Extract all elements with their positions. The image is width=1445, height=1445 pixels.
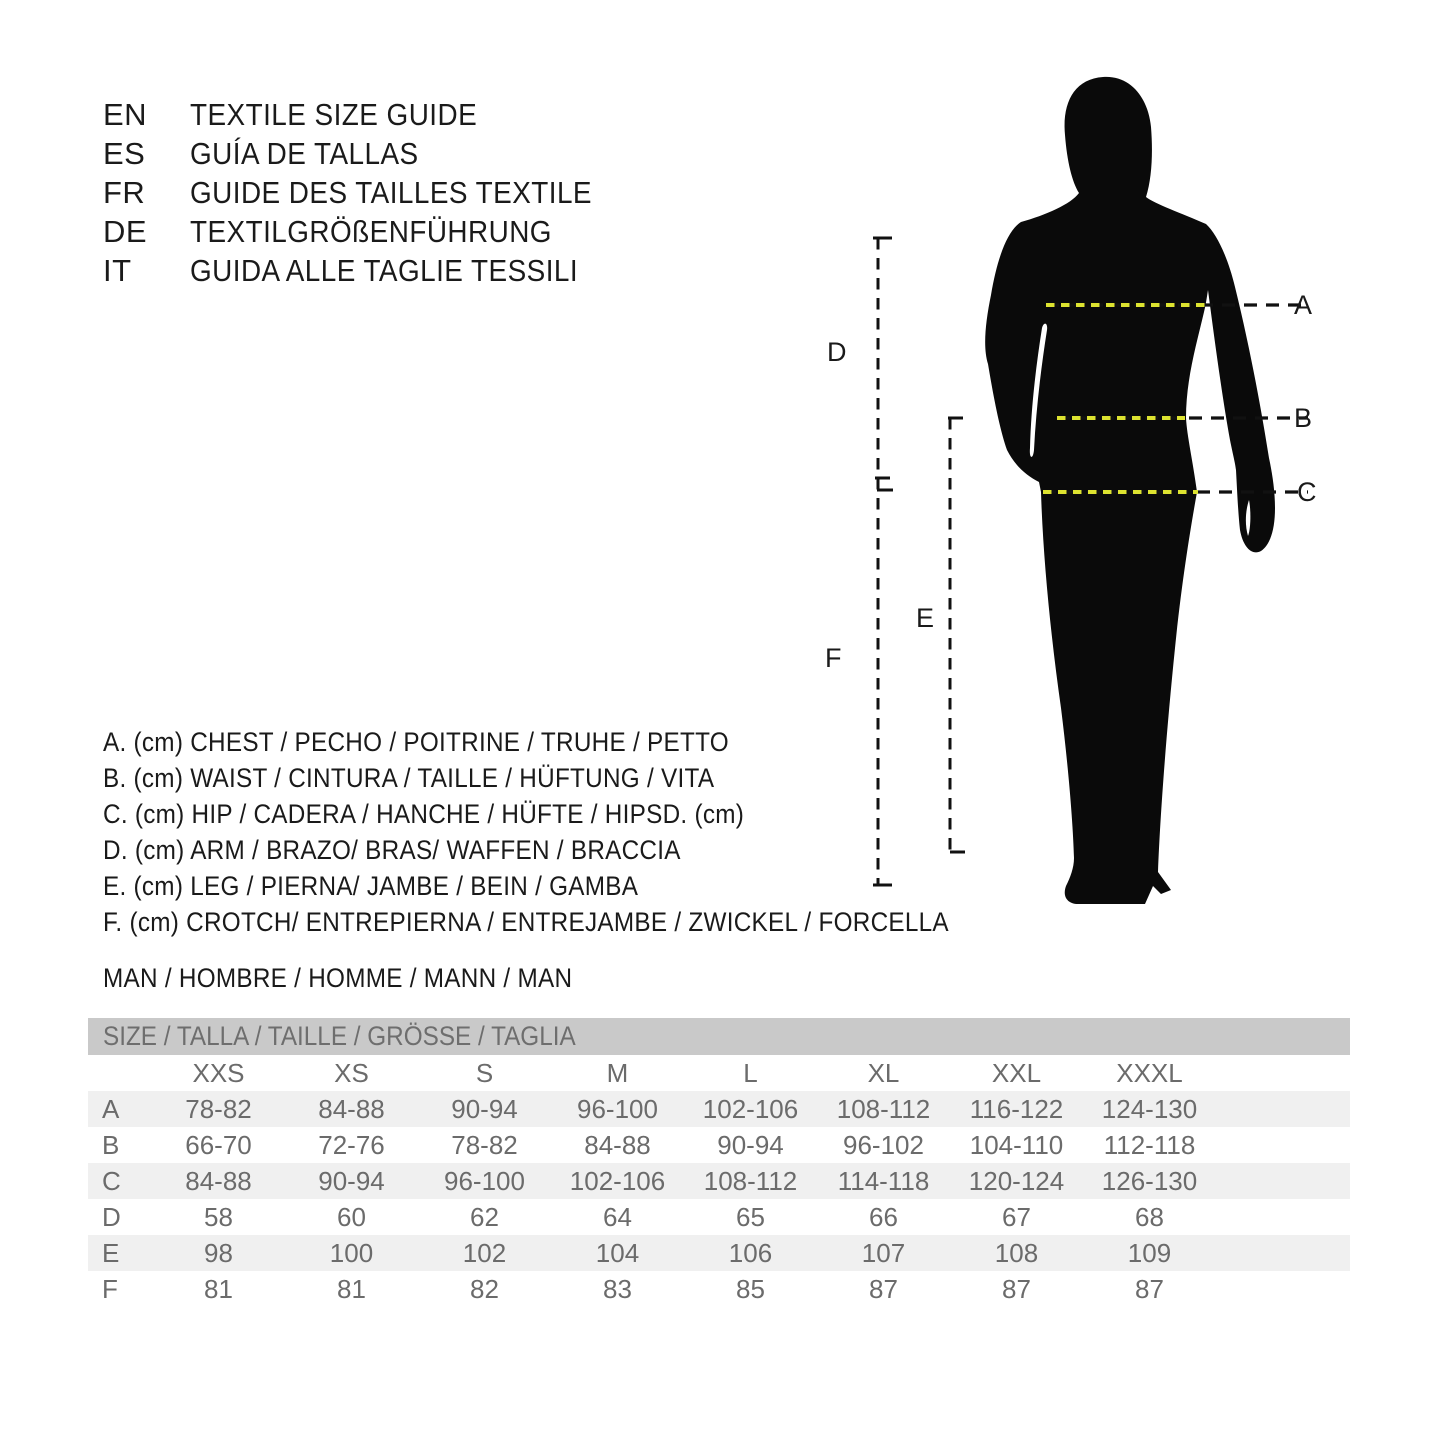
cell: 62 xyxy=(470,1201,499,1232)
size-col-header: L xyxy=(743,1057,758,1088)
cell: 109 xyxy=(1127,1237,1172,1268)
category-line xyxy=(103,962,624,995)
cell: 108-112 xyxy=(836,1093,931,1124)
table-row-crotch xyxy=(88,1271,1350,1307)
cell: 83 xyxy=(603,1273,632,1304)
size-table xyxy=(88,1018,1350,1307)
cell: 102 xyxy=(462,1237,507,1268)
cell: 102-106 xyxy=(702,1093,799,1124)
cell: 104 xyxy=(595,1237,640,1268)
cell: 96-100 xyxy=(444,1165,525,1196)
measure-label-chest: A xyxy=(1294,290,1313,320)
language-title: GUIDE DES TAILLES TEXTILE xyxy=(190,175,592,210)
legend-text: B. (cm) WAIST / CINTURA / TAILLE / HÜFTUNG / VITA xyxy=(103,763,715,793)
measure-label-hip: C xyxy=(1297,477,1317,507)
language-code: DE xyxy=(103,214,148,249)
size-col-header: XXS xyxy=(192,1057,245,1088)
size-col-header: XXL xyxy=(991,1057,1042,1088)
legend-text: E. (cm) LEG / PIERNA/ JAMBE / BEIN / GAMBA xyxy=(103,871,639,901)
size-table-header-text: SIZE / TALLA / TAILLE / GRÖSSE / TAGLIA xyxy=(103,1021,576,1051)
cell: 96-102 xyxy=(843,1129,924,1160)
language-row xyxy=(103,251,637,290)
cell: 65 xyxy=(736,1201,765,1232)
language-title: GUIDA ALLE TAGLIE TESSILI xyxy=(190,253,579,288)
cell: 87 xyxy=(1135,1273,1164,1304)
legend-text: A. (cm) CHEST / PECHO / POITRINE / TRUHE / PETTO xyxy=(103,727,729,757)
language-title: TEXTILE SIZE GUIDE xyxy=(190,97,478,132)
cell: 72-76 xyxy=(318,1129,385,1160)
cell: 126-130 xyxy=(1101,1165,1198,1196)
row-label: A xyxy=(102,1093,120,1124)
cell: 67 xyxy=(1002,1201,1031,1232)
size-col-header: M xyxy=(606,1057,629,1088)
table-row-arm xyxy=(88,1199,1350,1235)
cell: 107 xyxy=(861,1237,906,1268)
cell: 116-122 xyxy=(969,1093,1064,1124)
cell: 85 xyxy=(736,1273,765,1304)
row-label: D xyxy=(102,1201,121,1232)
size-col-header: XXXL xyxy=(1116,1057,1183,1088)
table-row-leg xyxy=(88,1235,1350,1271)
measure-label-arm: D xyxy=(827,337,847,367)
cell: 84-88 xyxy=(584,1129,651,1160)
cell: 66 xyxy=(869,1201,898,1232)
cell: 96-100 xyxy=(577,1093,658,1124)
language-code: ES xyxy=(103,136,146,171)
measure-label-leg: E xyxy=(916,603,935,633)
row-label: E xyxy=(102,1237,120,1268)
legend-text: C. (cm) HIP / CADERA / HANCHE / HÜFTE / HIPSD. (cm) xyxy=(103,799,745,829)
size-table-header xyxy=(88,1018,1350,1055)
row-label: C xyxy=(102,1165,121,1196)
language-title: TEXTILGRÖßENFÜHRUNG xyxy=(190,214,552,249)
cell: 108 xyxy=(994,1237,1039,1268)
language-code: EN xyxy=(103,97,148,132)
language-row xyxy=(103,173,637,212)
cell: 120-124 xyxy=(968,1165,1065,1196)
cell: 104-110 xyxy=(969,1129,1064,1160)
measure-label-waist: B xyxy=(1294,403,1313,433)
cell: 66-70 xyxy=(185,1129,252,1160)
language-title: GUÍA DE TALLAS xyxy=(190,136,419,171)
row-label: B xyxy=(102,1129,120,1160)
cell: 102-106 xyxy=(569,1165,666,1196)
size-col-header: S xyxy=(475,1057,494,1088)
language-code: FR xyxy=(103,175,146,210)
cell: 82 xyxy=(470,1273,499,1304)
size-columns-row xyxy=(88,1055,1350,1091)
legend-text: F. (cm) CROTCH/ ENTREPIERNA / ENTREJAMBE / ZWICKEL / FORCELLA xyxy=(103,907,949,937)
language-row xyxy=(103,134,637,173)
table-row-waist xyxy=(88,1127,1350,1163)
cell: 68 xyxy=(1135,1201,1164,1232)
cell: 58 xyxy=(204,1201,233,1232)
language-code: IT xyxy=(103,253,132,288)
table-row-hip xyxy=(88,1163,1350,1199)
cell: 114-118 xyxy=(837,1165,930,1196)
cell: 108-112 xyxy=(703,1165,798,1196)
table-row-chest xyxy=(88,1091,1350,1127)
cell: 87 xyxy=(869,1273,898,1304)
man-measurement-diagram xyxy=(820,60,1360,920)
measure-label-crotch: F xyxy=(825,643,842,673)
language-title-block xyxy=(103,95,637,290)
cell: 100 xyxy=(329,1237,374,1268)
cell: 60 xyxy=(337,1201,366,1232)
cell: 84-88 xyxy=(318,1093,385,1124)
cell: 78-82 xyxy=(185,1093,252,1124)
cell: 124-130 xyxy=(1101,1093,1198,1124)
cell: 81 xyxy=(204,1273,233,1304)
category-text: MAN / HOMBRE / HOMME / MANN / MAN xyxy=(103,963,573,993)
cell: 64 xyxy=(603,1201,632,1232)
cell: 98 xyxy=(204,1237,233,1268)
cell: 106 xyxy=(728,1237,773,1268)
size-col-header: XL xyxy=(867,1057,900,1088)
cell: 87 xyxy=(1002,1273,1031,1304)
cell: 90-94 xyxy=(318,1165,385,1196)
size-col-header: XS xyxy=(334,1057,369,1088)
row-label: F xyxy=(102,1273,118,1304)
cell: 81 xyxy=(337,1273,366,1304)
cell: 112-118 xyxy=(1103,1129,1196,1160)
cell: 78-82 xyxy=(451,1129,518,1160)
cell: 90-94 xyxy=(451,1093,518,1124)
language-row xyxy=(103,212,637,251)
cell: 84-88 xyxy=(185,1165,252,1196)
cell: 90-94 xyxy=(717,1129,784,1160)
language-row xyxy=(103,95,637,134)
legend-text: D. (cm) ARM / BRAZO/ BRAS/ WAFFEN / BRACCIA xyxy=(103,835,681,865)
